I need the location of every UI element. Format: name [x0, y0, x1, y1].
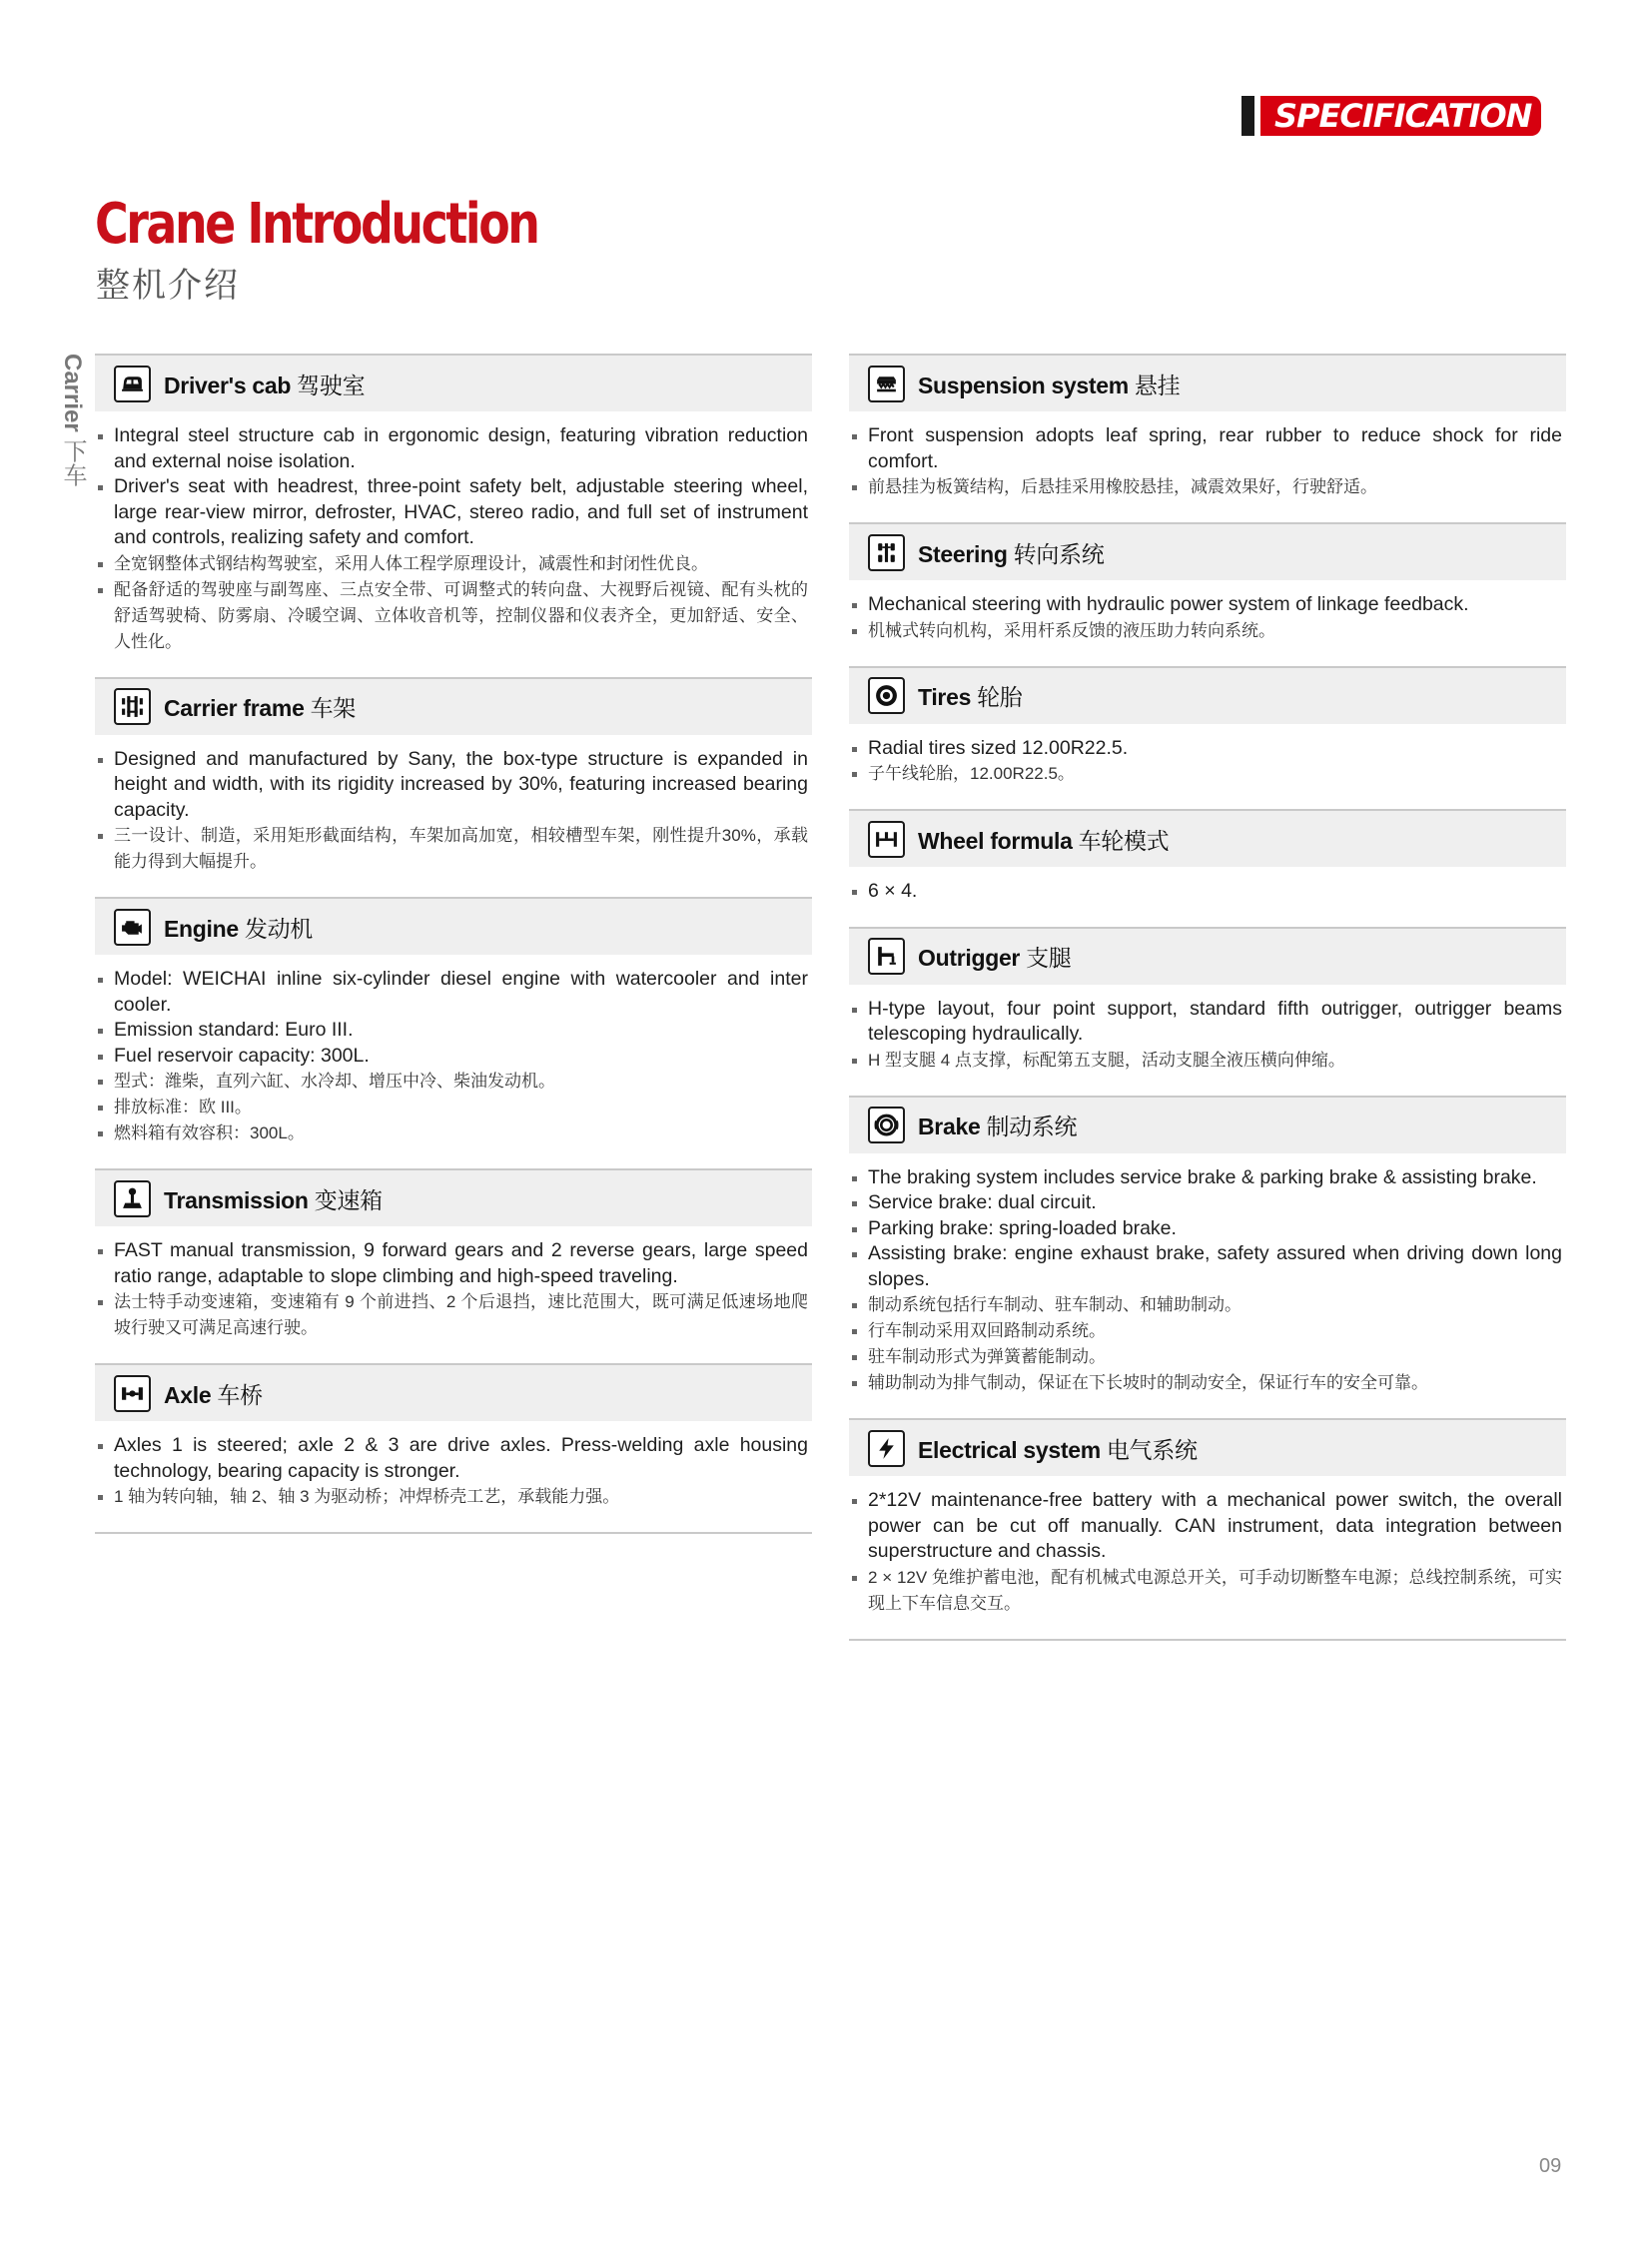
column-end-rule — [95, 1532, 812, 1534]
section-title — [918, 1432, 1198, 1465]
section-title-en: Electrical system — [918, 1436, 1101, 1463]
section-title-en: Wheel formula — [918, 827, 1073, 854]
section-body — [849, 580, 1566, 666]
bullet-item: H-type layout, four point support, standard fifth outrigger, outrigger beams telescoping hydraulically. — [849, 997, 1562, 1048]
bullet-item-zh: 前悬挂为板簧结构，后悬挂采用橡胶悬挂，减震效果好，行驶舒适。 — [849, 474, 1562, 500]
bullet-item: Designed and manufactured by Sany, the box-type structure is expanded in height and width, with its rigidity increased by 30%, featuring increased bearing capacity. — [95, 747, 808, 824]
section-title — [918, 823, 1169, 856]
spec-section — [849, 666, 1566, 810]
section-header — [95, 899, 812, 955]
section-title-en: Tires — [918, 684, 972, 710]
bullet-item: Mechanical steering with hydraulic power system of linkage feedback. — [849, 592, 1562, 618]
lightning-icon — [868, 1430, 905, 1467]
section-title-zh: 转向系统 — [1013, 540, 1105, 567]
specification-badge — [1241, 96, 1541, 136]
section-header — [849, 811, 1566, 867]
section-title — [918, 536, 1104, 569]
bullet-item: Radial tires sized 12.00R22.5. — [849, 736, 1562, 762]
spec-section — [849, 1418, 1566, 1639]
bullet-item: 2*12V maintenance-free battery with a mechanical power switch, the overall power can be cut off manually. CAN instrument, data integration between superstructure and chassis. — [849, 1488, 1562, 1565]
section-body — [849, 1476, 1566, 1639]
section-title-zh: 电气系统 — [1106, 1436, 1198, 1463]
section-body — [95, 735, 812, 898]
bullet-item-zh: 行车制动采用双回路制动系统。 — [849, 1318, 1562, 1344]
section-title-en: Transmission — [164, 1186, 309, 1213]
section-title-en: Driver's cab — [164, 372, 292, 398]
section-body — [95, 1421, 812, 1532]
bullet-item-zh: 机械式转向机构，采用杆系反馈的液压助力转向系统。 — [849, 618, 1562, 644]
bullet-item: Integral steel structure cab in ergonomic design, featuring vibration reduction and external noise isolation. — [95, 423, 808, 474]
bullet-item-zh: 型式：潍柴，直列六缸、水冷却、增压中冷、柴油发动机。 — [95, 1069, 808, 1095]
brake-icon — [868, 1107, 905, 1143]
spec-section — [849, 522, 1566, 666]
spec-section — [95, 1363, 812, 1532]
bullet-item-zh: 1 轴为转向轴，轴 2、轴 3 为驱动桥；冲焊桥壳工艺，承载能力强。 — [95, 1484, 808, 1510]
section-header — [95, 679, 812, 735]
side-label — [55, 354, 90, 486]
tire-icon — [868, 677, 905, 714]
section-title — [918, 679, 1022, 712]
section-title-zh: 支腿 — [1026, 945, 1072, 971]
axle-icon — [114, 1375, 151, 1412]
spec-section — [849, 1096, 1566, 1419]
section-body — [95, 955, 812, 1168]
section-title-en: Steering — [918, 540, 1008, 567]
section-title — [918, 368, 1180, 400]
spec-section — [849, 927, 1566, 1096]
cab-icon — [114, 366, 151, 402]
section-title-en: Brake — [918, 1114, 981, 1139]
section-body — [95, 411, 812, 677]
engine-icon — [114, 909, 151, 946]
section-title-zh: 悬挂 — [1134, 372, 1181, 398]
section-title-en: Suspension system — [918, 372, 1129, 398]
section-title — [164, 368, 365, 400]
section-title-zh: 车桥 — [217, 1381, 263, 1408]
section-title — [918, 940, 1072, 973]
bullet-item-zh: 排放标准：欧 III。 — [95, 1095, 808, 1120]
spec-section — [849, 809, 1566, 927]
bullet-item: Front suspension adopts leaf spring, rear rubber to reduce shock for ride comfort. — [849, 423, 1562, 474]
right-column — [849, 354, 1566, 1641]
section-title-zh: 车轮模式 — [1078, 827, 1170, 854]
bullet-item-zh: 三一设计、制造，采用矩形截面结构，车架加高加宽，相较槽型车架，刚性提升30%，承载能力得到大幅提升。 — [95, 823, 808, 875]
steering-icon — [868, 534, 905, 571]
bullet-item: Assisting brake: engine exhaust brake, safety assured when driving down long slopes. — [849, 1241, 1562, 1292]
bullet-item: Driver's seat with headrest, three-point safety belt, adjustable steering wheel, large rear-view mirror, defroster, HVAC, stereo radio, and full set of instrument and controls, realizing safety and comfort. — [95, 474, 808, 551]
section-body — [849, 985, 1566, 1096]
section-header — [849, 1098, 1566, 1153]
section-title-en: Engine — [164, 915, 239, 942]
bullet-item: Emission standard: Euro III. — [95, 1018, 808, 1044]
frame-icon — [114, 688, 151, 725]
bullet-item: Fuel reservoir capacity: 300L. — [95, 1044, 808, 1070]
bullet-item-zh: 2 × 12V 免维护蓄电池，配有机械式电源总开关，可手动切断整车电源；总线控制系统，可实现上下车信息交互。 — [849, 1565, 1562, 1617]
section-title-en: Axle — [164, 1381, 212, 1408]
page-number: 09 — [1539, 2155, 1562, 2177]
spec-section — [95, 677, 812, 898]
bullet-item-zh: 辅助制动为排气制动，保证在下长坡时的制动安全，保证行车的安全可靠。 — [849, 1370, 1562, 1396]
section-title-zh: 变速箱 — [314, 1186, 383, 1213]
section-title-en: Outrigger — [918, 945, 1021, 971]
section-header — [849, 1420, 1566, 1476]
section-header — [849, 524, 1566, 580]
section-header — [95, 1170, 812, 1226]
bullet-item-zh: 驻车制动形式为弹簧蓄能制动。 — [849, 1344, 1562, 1370]
suspension-icon — [868, 366, 905, 402]
bullet-item-zh: 子午线轮胎，12.00R22.5。 — [849, 761, 1562, 787]
section-title-en: Carrier frame — [164, 695, 305, 721]
section-header — [849, 929, 1566, 985]
side-label-zh: 下车 — [59, 438, 86, 487]
section-body — [849, 724, 1566, 810]
bullet-item-zh: 法士特手动变速箱，变速箱有 9 个前进挡、2 个后退挡，速比范围大，既可满足低速场地爬坡行驶又可满足高速行驶。 — [95, 1289, 808, 1341]
section-title — [164, 1377, 263, 1410]
section-body — [849, 411, 1566, 522]
bullet-item-zh: 全宽钢整体式钢结构驾驶室，采用人体工程学原理设计，减震性和封闭性优良。 — [95, 551, 808, 577]
section-title-zh: 驾驶室 — [297, 372, 366, 398]
bullet-item: Service brake: dual circuit. — [849, 1190, 1562, 1216]
section-header — [95, 1365, 812, 1421]
section-title-zh: 车架 — [310, 695, 356, 721]
section-header — [849, 356, 1566, 411]
bullet-item: Model: WEICHAI inline six-cylinder diesel engine with watercooler and inter cooler. — [95, 967, 808, 1018]
bullet-item-zh: H 型支腿 4 点支撑，标配第五支腿，活动支腿全液压横向伸缩。 — [849, 1048, 1562, 1074]
spec-section — [849, 354, 1566, 522]
section-body — [849, 1153, 1566, 1419]
section-header — [95, 356, 812, 411]
section-title-zh: 制动系统 — [986, 1114, 1078, 1139]
section-body — [849, 867, 1566, 927]
bullet-item: The braking system includes service brake & parking brake & assisting brake. — [849, 1165, 1562, 1191]
wheel-formula-icon — [868, 821, 905, 858]
left-column — [95, 354, 812, 1534]
section-title — [918, 1109, 1077, 1141]
side-label-en: Carrier — [59, 354, 86, 432]
bullet-item-zh: 配备舒适的驾驶座与副驾座、三点安全带、可调整式的转向盘、大视野后视镜、配有头枕的舒适驾驶椅、防雾扇、冷暖空调、立体收音机等，控制仪器和仪表齐全，更加舒适、安全、人性化。 — [95, 577, 808, 655]
badge-bar — [1241, 96, 1254, 136]
bullet-item: Parking brake: spring-loaded brake. — [849, 1216, 1562, 1242]
bullet-item-zh: 燃料箱有效容积：300L。 — [95, 1120, 808, 1146]
section-title — [164, 911, 313, 944]
page-subtitle: 整机介绍 — [96, 266, 240, 306]
bullet-item: Axles 1 is steered; axle 2 & 3 are drive axles. Press-welding axle housing technology, bearing capacity is stronger. — [95, 1433, 808, 1484]
outrigger-icon — [868, 938, 905, 975]
section-body — [95, 1226, 812, 1363]
page-title: Crane Introduction — [95, 192, 538, 257]
badge-label: SPECIFICATION — [1260, 96, 1541, 136]
section-title-zh: 轮胎 — [977, 684, 1023, 710]
section-header — [849, 668, 1566, 724]
bullet-item-zh: 制动系统包括行车制动、驻车制动、和辅助制动。 — [849, 1292, 1562, 1318]
gear-lever-icon — [114, 1180, 151, 1217]
bullet-item: 6 × 4. — [849, 879, 1562, 905]
section-title — [164, 1182, 383, 1215]
section-title — [164, 690, 356, 723]
section-title-zh: 发动机 — [244, 915, 313, 942]
spec-section — [95, 354, 812, 677]
spec-section — [95, 897, 812, 1168]
spec-section — [95, 1168, 812, 1363]
bullet-item: FAST manual transmission, 9 forward gears and 2 reverse gears, large speed ratio range, adaptable to slope climbing and high-speed traveling. — [95, 1238, 808, 1289]
column-end-rule — [849, 1639, 1566, 1641]
